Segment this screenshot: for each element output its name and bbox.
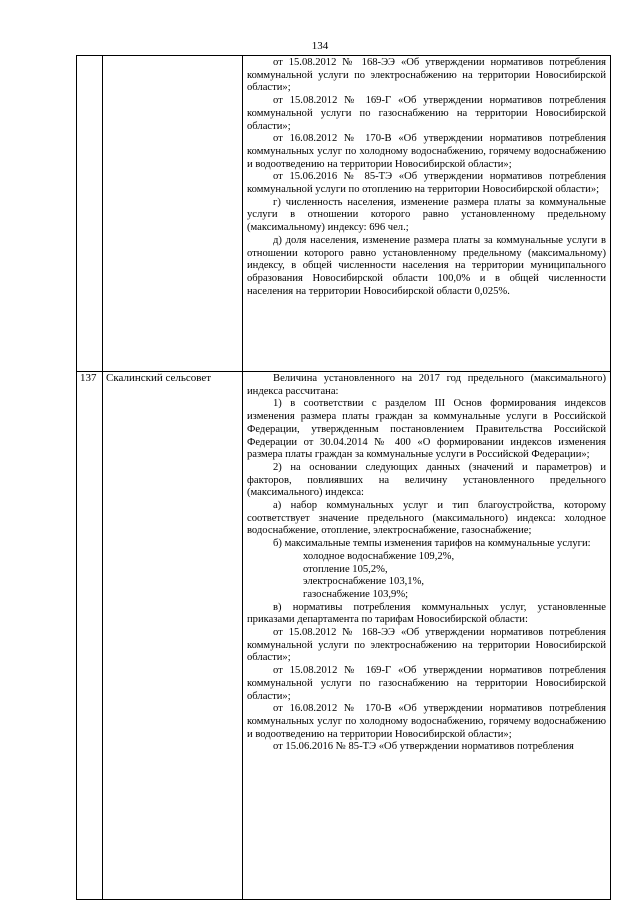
paragraph: от 15.06.2016 № 85-ТЭ «Об утверждении нормативов потребления [273,741,574,753]
paragraph: от 15.06.2016 № 85-ТЭ «Об утверждении нормативов потребления коммунальной услуги по отоплению на территории Новосибирской области»; [247,171,606,196]
paragraph: а) набор коммунальных услуг и тип благоустройства, которому соответствует значение предельного (максимального) индекса: холодное водоснабжение, отопление, электроснабжение, газоснабжение; [247,500,606,537]
paragraph: в) нормативы потребления коммунальных услуг, установленные приказами департамента по тарифам Новосибирской области: [247,601,606,626]
page-number: 134 [311,40,329,52]
municipality-name [103,56,243,372]
paragraph: от 15.08.2012 № 169-Г «Об утверждении нормативов потребления коммунальной услуги по газоснабжению на территории Новосибирской области»; [247,95,606,132]
paragraph: от 16.08.2012 № 170-В «Об утверждении нормативов потребления коммунальных услуг по холодному водоснабжению, горячему водоснабжению и водоотведению на территории Новосибирской области»; [247,703,606,740]
description-cell [243,372,611,900]
municipality-name: Скалинский сельсовет [103,372,243,900]
tariff-item: электроснабжение 103,1%, [303,576,425,588]
description-cell [243,56,611,372]
row-number: 137 [77,372,103,900]
tariff-item: газоснабжение 103,9%; [303,588,409,600]
tariff-item: отопление 105,2%, [303,563,388,575]
paragraph: б) максимальные темпы изменения тарифов на коммунальные услуги: [273,538,591,550]
row-number [77,56,103,372]
table-row [77,372,611,900]
paragraph: 1) в соответствии с разделом III Основ формирования индексов изменения размера платы граждан за коммунальные услуги в Российской Федерации, утвержденным постановлением Правительства Российской Федерации от 30.04.2014 № 400 «О формировании индексов изменения размера платы граждан за коммунальные услуги в Российской Федерации»; [247,398,606,461]
table-row [77,56,611,372]
paragraph: от 16.08.2012 № 170-В «Об утверждении нормативов потребления коммунальных услуг по холодному водоснабжению, горячему водоснабжению и водоотведению на территории Новосибирской области»; [247,133,606,170]
paragraph: от 15.08.2012 № 168-ЭЭ «Об утверждении нормативов потребления коммунальной услуги по электроснабжению на территории Новосибирской области»; [247,57,606,94]
paragraph: от 15.08.2012 № 169-Г «Об утверждении нормативов потребления коммунальной услуги по газоснабжению на территории Новосибирской области»; [247,665,606,702]
tariff-item: холодное водоснабжение 109,2%, [303,550,455,562]
paragraph: г) численность населения, изменение размера платы за коммунальные услуги в отношении которого равно установленному предельному (максимальному) индексу: 696 чел.; [247,196,606,234]
paragraph: д) доля населения, изменение размера платы за коммунальные услуги в отношении которого равно установленному предельному (максимальному) индексу, в общей численности населения на территории муниципального образования Новосибирской области 100,0% и в общей численности населения на территории Новосибирской области 0,025%. [247,234,606,297]
document-table [76,55,611,900]
paragraph: от 15.08.2012 № 168-ЭЭ «Об утверждении нормативов потребления коммунальной услуги по электроснабжению на территории Новосибирской области»; [247,627,606,664]
paragraph: 2) на основании следующих данных (значений и параметров) и факторов, повлиявших на величину установленного предельного (максимального) индекса: [247,461,606,499]
paragraph: Величина установленного на 2017 год предельного (максимального) индекса рассчитана: [247,373,606,397]
